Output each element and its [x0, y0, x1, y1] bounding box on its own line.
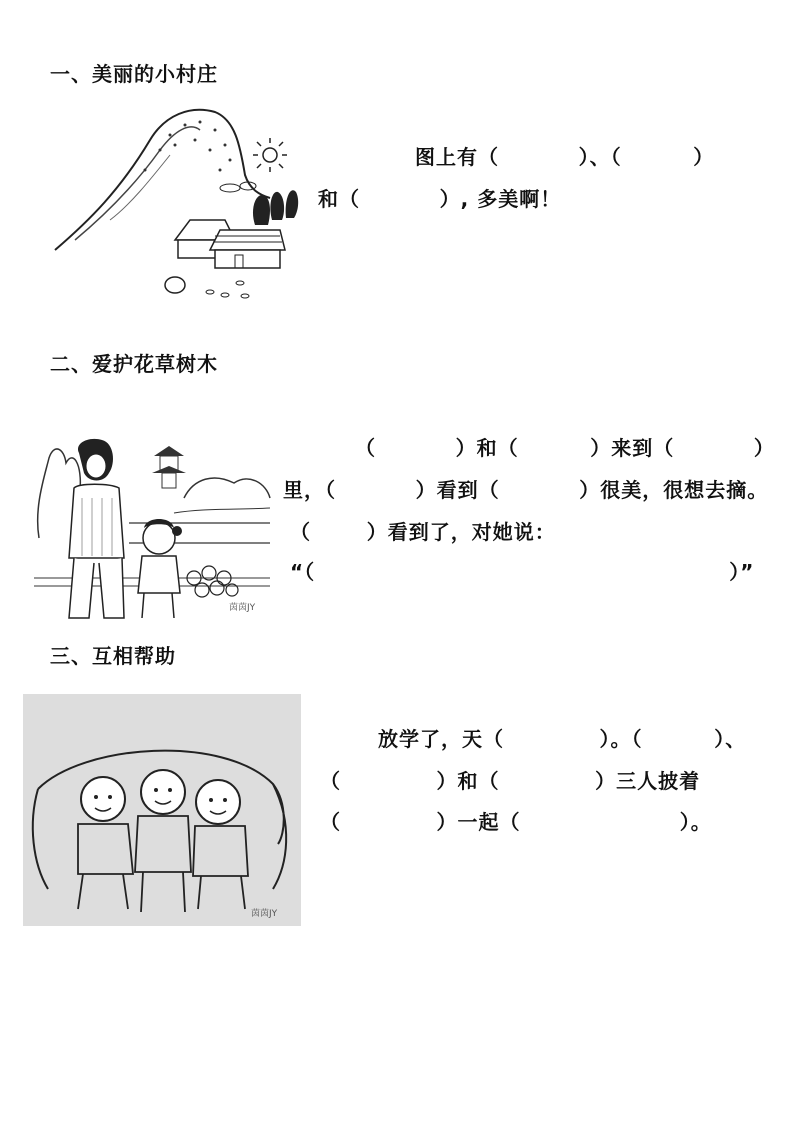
three-children-picture [23, 694, 301, 926]
section-1-heading: 一、美丽的小村庄 [50, 62, 218, 86]
section-2-line-2: 里，（ ）看到（ ）很美，很想去摘。 [283, 478, 769, 502]
section-1-line-2: 和（ ）, 多美啊！ [318, 187, 562, 211]
section-2-line-1: （ ）和（ ）来到（ ） [355, 436, 775, 460]
watermark-text: 茵茵JY [229, 603, 256, 613]
watermark-text-2: 茵茵JY [251, 909, 278, 919]
section-2-line-3: （ ）看到了，对她说： [290, 520, 556, 544]
mother-child-flowers-picture [34, 428, 272, 623]
section-1-line-1: 图上有（ ）、（ ） [415, 145, 715, 169]
section-3-line-1: 放学了，天（ ）。（ ）、 [378, 727, 747, 751]
section-2-line-4: “（ ）” [290, 560, 755, 584]
section-3-line-2: （ ）和（ ）三人披着 [320, 769, 701, 793]
section-3-heading: 三、互相帮助 [50, 644, 176, 668]
section-3-line-3: （ ）一起（ ）。 [320, 810, 712, 834]
section-2-heading: 二、爱护花草树木 [50, 352, 218, 376]
village-mountain-picture [50, 100, 300, 305]
